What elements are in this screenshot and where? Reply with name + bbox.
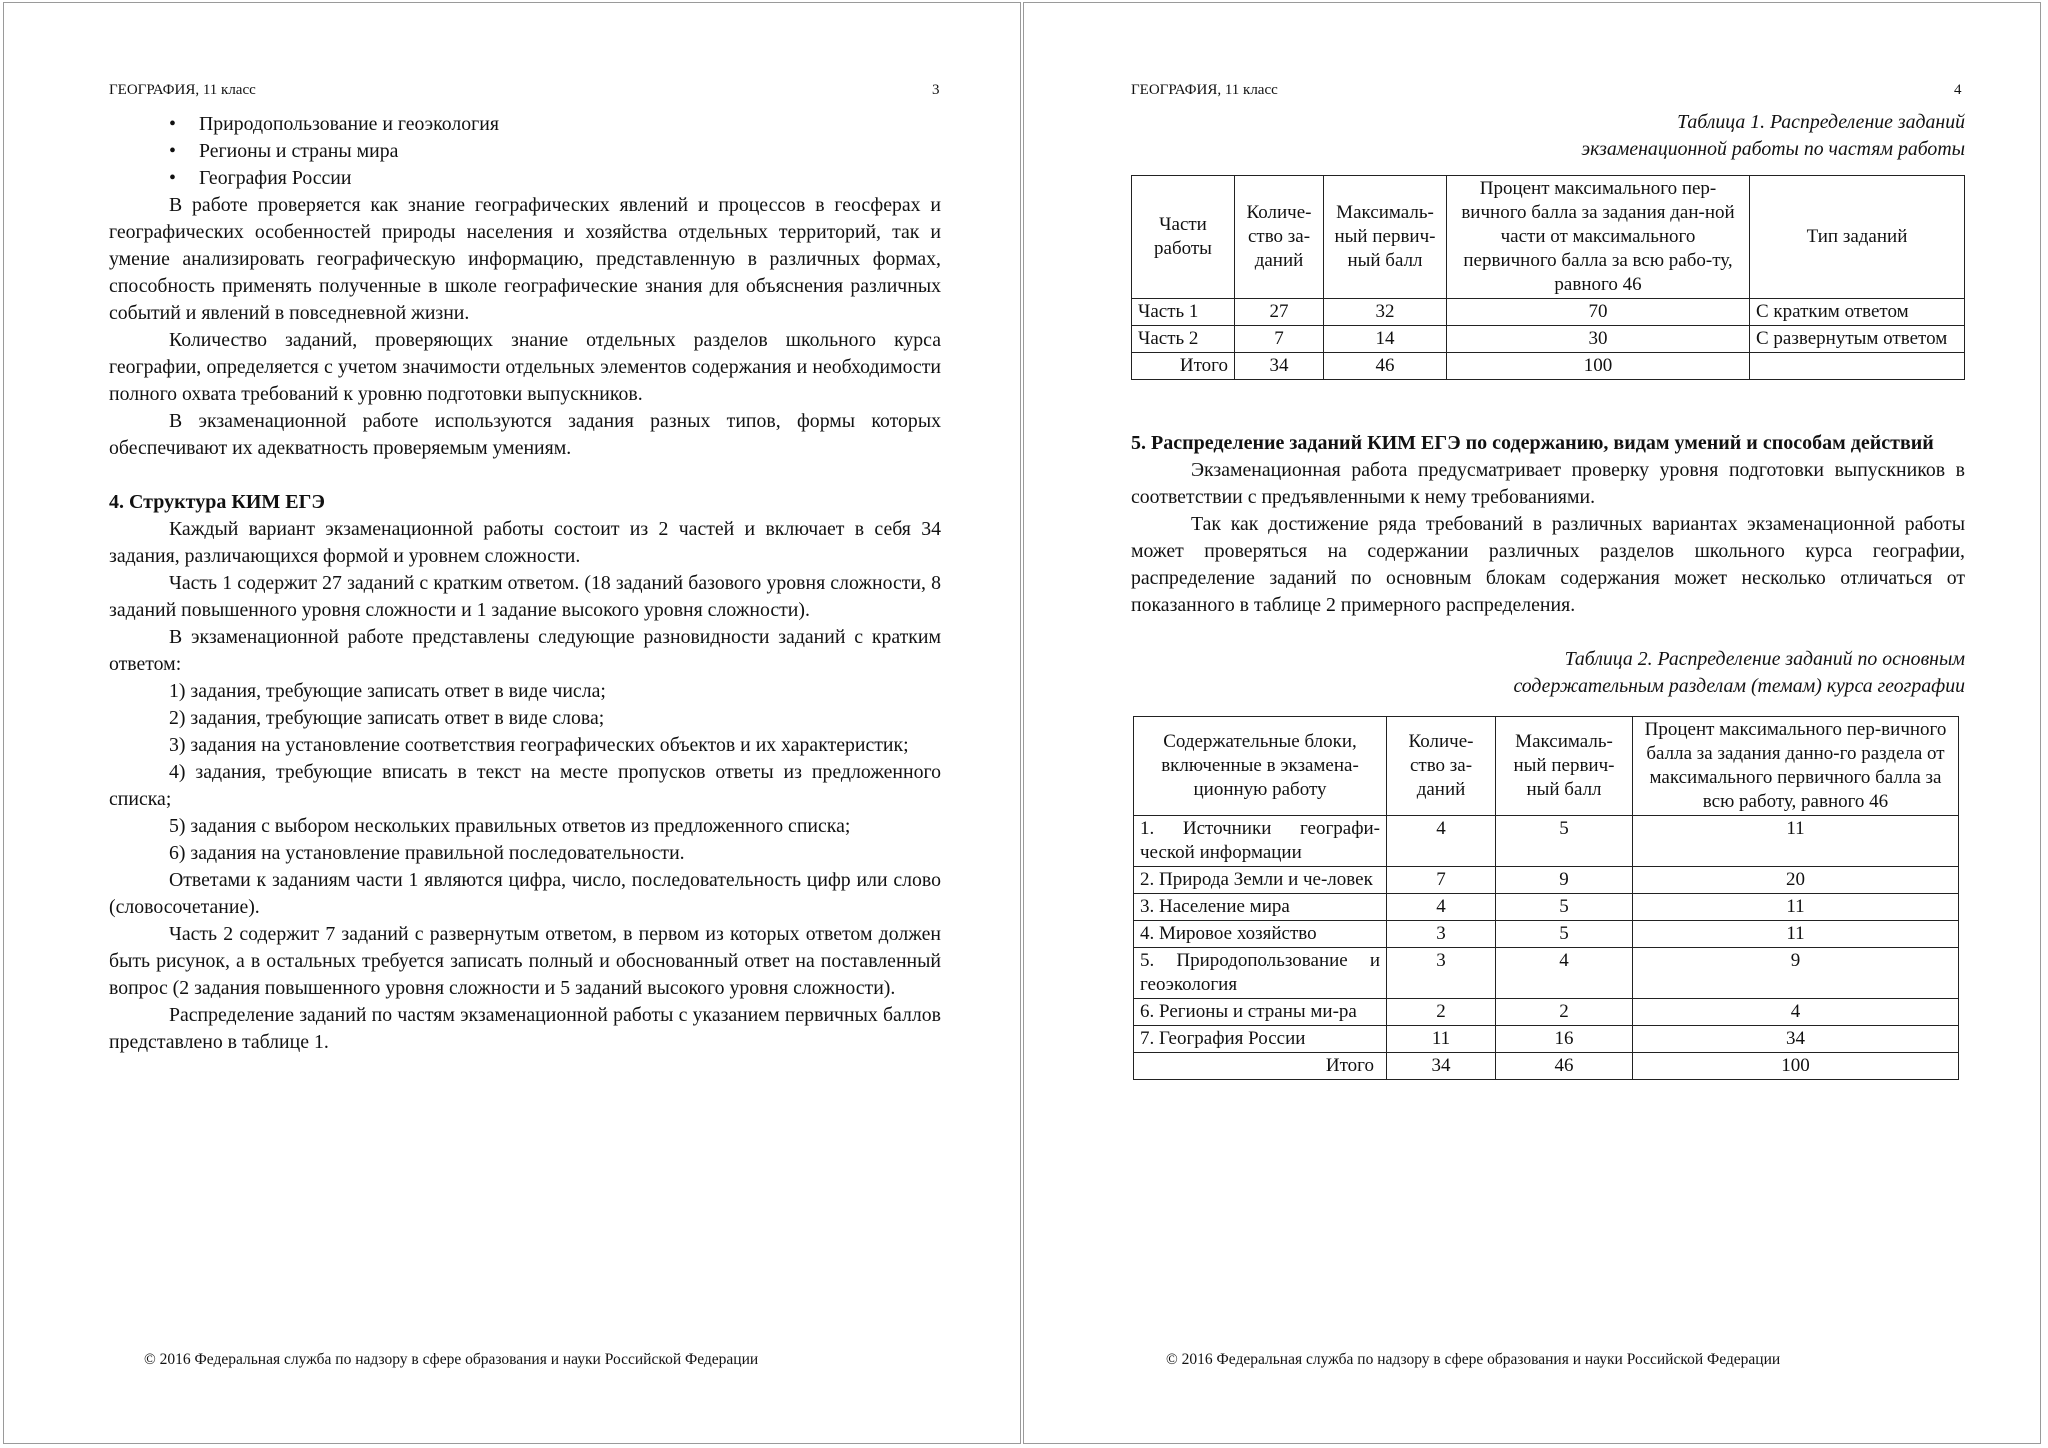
- table-cell: 70: [1447, 299, 1750, 326]
- table-cell: 14: [1324, 326, 1447, 353]
- table-cell: 3: [1387, 948, 1496, 999]
- paragraph: В экзаменационной работе используются задания разных типов, формы которых обеспечивают их адекватность проверяемым умениям.: [109, 410, 941, 459]
- list-item: 5) задания с выбором нескольких правильных ответов из предложенного списка;: [169, 815, 851, 837]
- table-total-row: [1132, 353, 1965, 380]
- right-page-body: [1131, 109, 1965, 1080]
- table-cell: 5: [1496, 816, 1633, 867]
- table-cell: 46: [1496, 1053, 1633, 1080]
- table-cell: 6. Регионы и страны ми-ра: [1134, 999, 1387, 1026]
- table-cell: С кратким ответом: [1750, 299, 1965, 326]
- table-cell: 11: [1387, 1026, 1496, 1053]
- table-cell: 5. Природопользование и геоэкология: [1134, 948, 1387, 999]
- table-row: [1134, 999, 1959, 1026]
- table-cell: 9: [1496, 867, 1633, 894]
- table-cell: 2: [1387, 999, 1496, 1026]
- table-cell: 100: [1447, 353, 1750, 380]
- list-item: • Регионы и страны мира: [109, 138, 941, 165]
- list-item: 4) задания, требующие вписать в текст на месте пропусков ответы из предложенного списка;: [109, 761, 941, 810]
- caption-line: экзаменационной работы по частям работы: [1581, 138, 1965, 160]
- header-cell: Содержательные блоки, включенные в экзамена-ционную работу: [1134, 717, 1387, 816]
- table-cell: 9: [1633, 948, 1959, 999]
- header-cell: Процент максимального пер-вичного балла за задания данно-го раздела от максимального первичного балла за всю работу, равного 46: [1633, 717, 1959, 816]
- header-cell: Количе-ство за-даний: [1235, 176, 1324, 299]
- table-cell: 3: [1387, 921, 1496, 948]
- header-cell: Части работы: [1132, 176, 1235, 299]
- table-cell: 16: [1496, 1026, 1633, 1053]
- table-cell: Часть 2: [1132, 326, 1235, 353]
- table-row: [1134, 816, 1959, 867]
- list-item: 2) задания, требующие записать ответ в виде слова;: [169, 707, 605, 729]
- table-cell: 4: [1387, 816, 1496, 867]
- table-cell: 34: [1235, 353, 1324, 380]
- section-title: 5. Распределение заданий КИМ ЕГЭ по содержанию, видам умений и способам действий: [1131, 432, 1934, 454]
- table-cell: 1. Источники географи-ческой информации: [1134, 816, 1387, 867]
- page-number: 3: [932, 82, 940, 98]
- table-cell: 2: [1496, 999, 1633, 1026]
- page-footer: © 2016 Федеральная служба по надзору в сфере образования и науки Российской Федерации: [1166, 1351, 1781, 1368]
- table-row: [1134, 948, 1959, 999]
- section-title: 4. Структура КИМ ЕГЭ: [109, 491, 325, 513]
- list-item: 6) задания на установление правильной последовательности.: [169, 842, 685, 864]
- caption-line: Таблица 1. Распределение заданий: [1677, 111, 1965, 133]
- table-cell: 4: [1633, 999, 1959, 1026]
- table-caption: [1131, 646, 1965, 700]
- list-item: • Природопользование и геоэкология: [109, 111, 941, 138]
- paragraph: В экзаменационной работе представлены следующие разновидности заданий с кратким ответом:: [109, 626, 941, 675]
- paragraph: Ответами к заданиям части 1 являются цифра, число, последовательность цифр или слово (словосочетание).: [109, 869, 941, 918]
- header-cell: Максималь-ный первич-ный балл: [1324, 176, 1447, 299]
- list-item: • География России: [109, 165, 941, 192]
- table-cell: 32: [1324, 299, 1447, 326]
- table-cell: [1750, 353, 1965, 380]
- paragraph: Количество заданий, проверяющих знание отдельных разделов школьного курса географии, определяется с учетом значимости отдельных элементов содержания и необходимости полного охвата требований к уровню подготовки выпускников.: [109, 329, 941, 405]
- table-row: [1132, 326, 1965, 353]
- table-row: [1134, 1026, 1959, 1053]
- table-cell: 34: [1387, 1053, 1496, 1080]
- page-header: ГЕОГРАФИЯ, 11 класс: [109, 82, 256, 98]
- table-1: [1131, 175, 1965, 380]
- table-row: [1134, 921, 1959, 948]
- table-row: [1132, 299, 1965, 326]
- paragraph: Часть 1 содержит 27 заданий с кратким ответом. (18 заданий базового уровня сложности, 8 заданий повышенного уровня сложности и 1 задание высокого уровня сложности).: [109, 572, 941, 621]
- table-cell: 4: [1496, 948, 1633, 999]
- table-cell: 46: [1324, 353, 1447, 380]
- header-cell: Процент максимального пер-вичного балла за задания дан-ной части от максимального первичного балла за всю рабо-ту, равного 46: [1447, 176, 1750, 299]
- paragraph: Так как достижение ряда требований в различных вариантах экзаменационной работы может проверяться на содержании различных разделов школьного курса географии, распределение заданий по основным блокам содержания может несколько отличаться от показанного в таблице 2 примерного распределения.: [1131, 513, 1965, 616]
- table-cell: Часть 1: [1132, 299, 1235, 326]
- table-cell: 27: [1235, 299, 1324, 326]
- paragraph: Часть 2 содержит 7 заданий с развернутым ответом, в первом из которых ответом должен быть рисунок, а в остальных требуется записать полный и обоснованный ответ на поставленный вопрос (2 задания повышенного уровня сложности и 5 заданий высокого уровня сложности).: [109, 923, 941, 999]
- header-cell: Тип заданий: [1750, 176, 1965, 299]
- table-cell: Итого: [1134, 1053, 1387, 1080]
- paragraph: Экзаменационная работа предусматривает проверку уровня подготовки выпускников в соответствии с предъявленными к нему требованиями.: [1131, 459, 1965, 508]
- table-header-row: [1132, 176, 1965, 299]
- table-cell: Итого: [1132, 353, 1235, 380]
- topic-bullet-list: [109, 111, 941, 192]
- right-page: [1023, 2, 2041, 1444]
- table-cell: 100: [1633, 1053, 1959, 1080]
- header-cell: Максималь-ный первич-ный балл: [1496, 717, 1633, 816]
- table-cell: 3. Население мира: [1134, 894, 1387, 921]
- paragraph: Каждый вариант экзаменационной работы состоит из 2 частей и включает в себя 34 задания, различающихся формой и уровнем сложности.: [109, 518, 941, 567]
- table-2: [1133, 716, 1959, 1080]
- list-item: 3) задания на установление соответствия географических объектов и их характеристик;: [169, 734, 909, 756]
- table-cell: 11: [1633, 921, 1959, 948]
- header-cell: Количе-ство за-даний: [1387, 717, 1496, 816]
- table-cell: С развернутым ответом: [1750, 326, 1965, 353]
- caption-line: содержательным разделам (темам) курса географии: [1513, 675, 1965, 697]
- left-page: [3, 2, 1021, 1444]
- paragraph: В работе проверяется как знание географических явлений и процессов в геосферах и географических особенностей природы населения и хозяйства отдельных территорий, так и умение анализировать географическую информацию, представленную в различных формах, способность применять полученные в школе географические знания для объяснения различных событий и явлений в повседневной жизни.: [109, 194, 941, 324]
- table-cell: 7: [1387, 867, 1496, 894]
- list-item: 1) задания, требующие записать ответ в виде числа;: [169, 680, 606, 702]
- table-cell: 11: [1633, 816, 1959, 867]
- paragraph: Распределение заданий по частям экзаменационной работы с указанием первичных баллов представлено в таблице 1.: [109, 1004, 941, 1053]
- table-row: [1134, 867, 1959, 894]
- page-header: ГЕОГРАФИЯ, 11 класс: [1131, 82, 1278, 98]
- table-header-row: [1134, 717, 1959, 816]
- table-cell: 20: [1633, 867, 1959, 894]
- left-page-body: [109, 111, 941, 1056]
- table-cell: 5: [1496, 921, 1633, 948]
- table-cell: 7. География России: [1134, 1026, 1387, 1053]
- page-number: 4: [1954, 82, 1962, 98]
- table-row: [1134, 894, 1959, 921]
- table-cell: 4: [1387, 894, 1496, 921]
- page-footer: © 2016 Федеральная служба по надзору в сфере образования и науки Российской Федерации: [144, 1351, 759, 1368]
- table-cell: 34: [1633, 1026, 1959, 1053]
- caption-line: Таблица 2. Распределение заданий по основным: [1564, 648, 1965, 670]
- table-caption: [1131, 109, 1965, 163]
- table-cell: 30: [1447, 326, 1750, 353]
- table-cell: 7: [1235, 326, 1324, 353]
- table-cell: 5: [1496, 894, 1633, 921]
- table-cell: 11: [1633, 894, 1959, 921]
- table-cell: 4. Мировое хозяйство: [1134, 921, 1387, 948]
- table-total-row: [1134, 1053, 1959, 1080]
- table-cell: 2. Природа Земли и че-ловек: [1134, 867, 1387, 894]
